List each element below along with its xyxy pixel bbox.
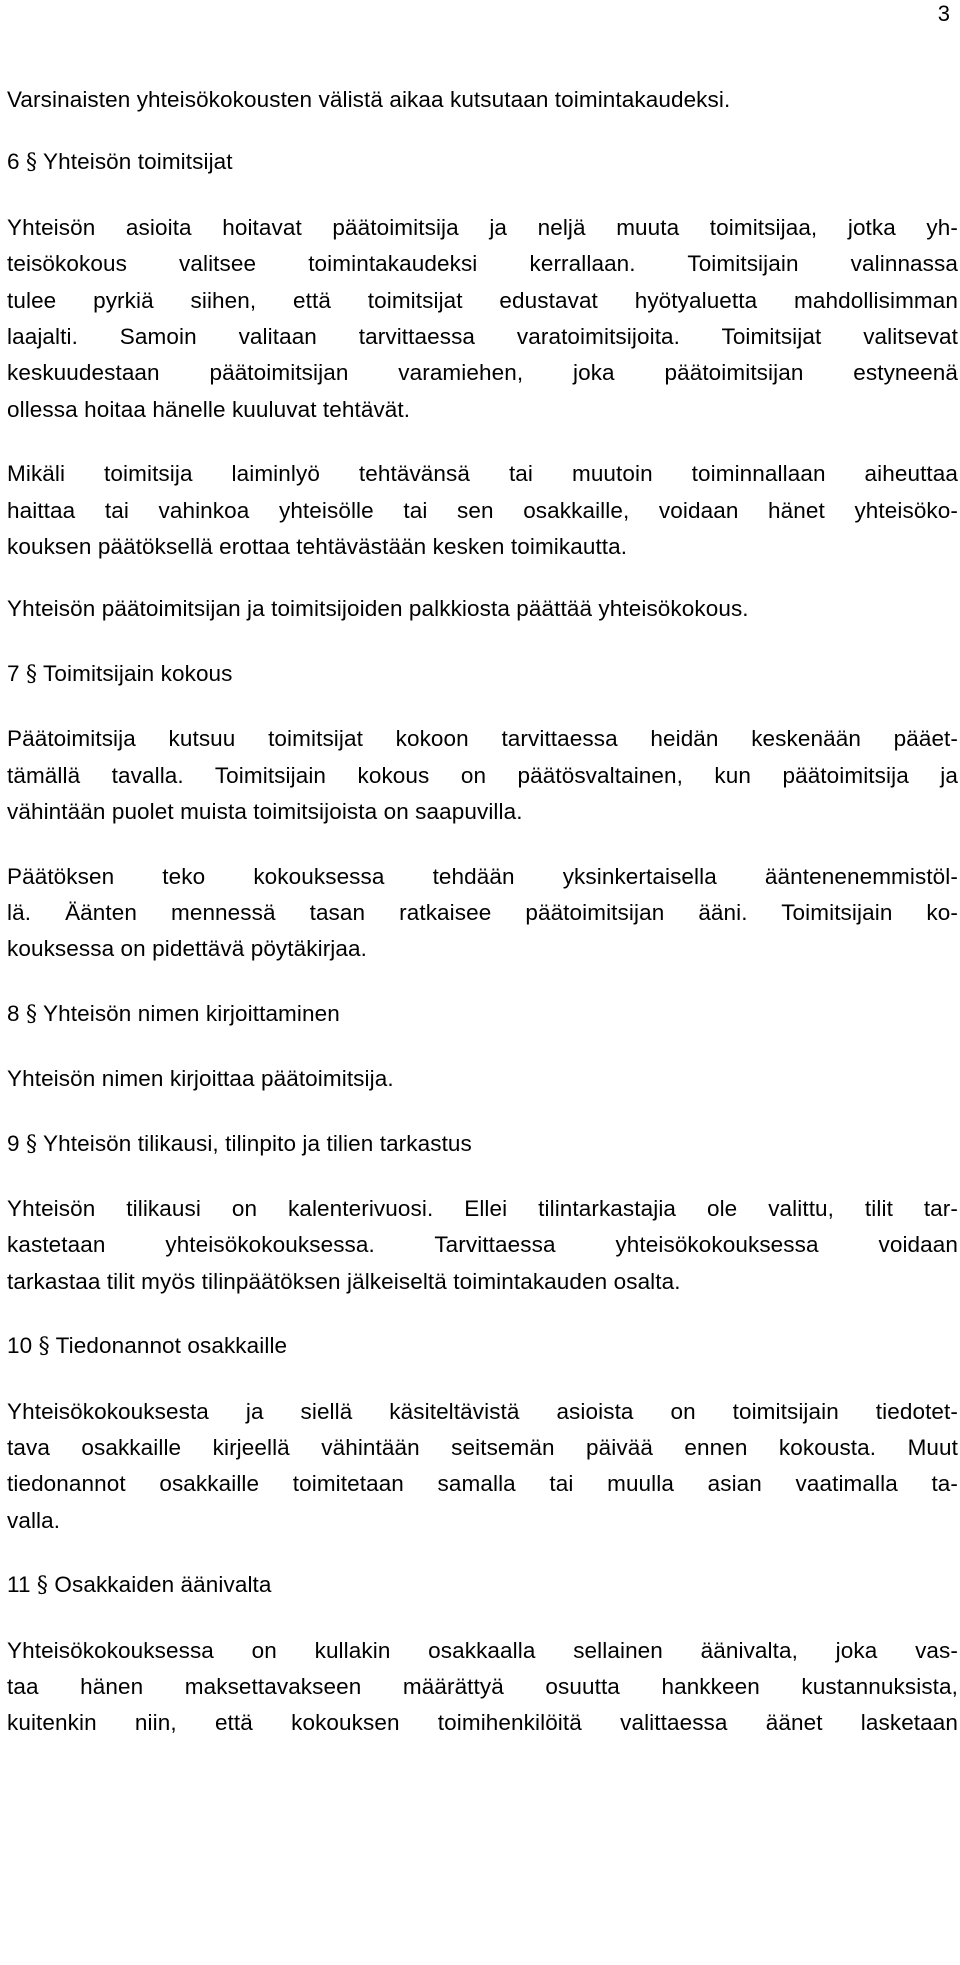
section-heading (7, 1567, 958, 1604)
text-line: kastetaan yhteisökokouksessa. Tarvittaessa yhteisökokouksessa voidaan (7, 1232, 958, 1258)
section-title: Yhteisön toimitsijat (43, 149, 233, 175)
section-sign-icon: § (36, 1573, 49, 1599)
section-heading (7, 144, 958, 181)
text-line: teisökokous valitsee toimintakaudeksi kerrallaan. Toimitsijain valinnassa (7, 251, 958, 277)
text-line: Yhteisökokouksessa on kullakin osakkaalla sellainen äänivalta, joka vas- (7, 1637, 958, 1663)
section-sign-icon: § (38, 1334, 50, 1360)
text-line: vähintään puolet muista toimitsijoista on saapuvilla. (7, 799, 523, 825)
text-line: Päätöksen teko kokouksessa tehdään yksinkertaisella ääntenenemmistöl- (7, 863, 958, 889)
section-number: 11 (7, 1572, 31, 1598)
text-line: tämällä tavalla. Toimitsijain kokous on päätösvaltainen, kun päätoimitsija ja (7, 762, 958, 788)
section-heading (7, 996, 958, 1033)
text-line: laajalti. Samoin valitaan tarvittaessa varatoimitsijoita. Toimitsijat valitsevat (7, 324, 958, 350)
section-number: 7 (7, 660, 20, 686)
paragraph (7, 82, 958, 118)
text-line: Yhteisön nimen kirjoittaa päätoimitsija. (7, 1066, 394, 1092)
section-number: 8 (7, 1000, 20, 1026)
text-line: Päätoimitsija kutsuu toimitsijat kokoon tarvittaessa heidän keskenään pääet- (7, 726, 958, 752)
paragraph (7, 1394, 958, 1540)
text-line: Mikäli toimitsija laiminlyö tehtävänsä tai muutoin toiminnallaan aiheuttaa (7, 461, 958, 487)
section-sign-icon: § (25, 661, 38, 687)
text-line: kouksen päätöksellä erottaa tehtävästään kesken toimikautta. (7, 534, 628, 560)
text-line: haittaa tai vahinkoa yhteisölle tai sen osakkaille, voidaan hänet yhteisöko- (7, 497, 958, 523)
paragraph (7, 1633, 958, 1742)
section-sign-icon: § (25, 150, 38, 176)
text-line: kouksessa on pidettävä pöytäkirjaa. (7, 936, 367, 962)
text-line: ollessa hoitaa hänelle kuuluvat tehtävät. (7, 396, 411, 422)
text-line: Yhteisön asioita hoitavat päätoimitsija ja neljä muuta toimitsijaa, jotka yh- (7, 214, 958, 240)
text-line: Yhteisökokouksesta ja siellä käsiteltävistä asioista on toimitsijain tiedotet- (7, 1398, 958, 1424)
document-body (7, 82, 958, 1742)
section-title: Tiedonannot osakkaille (55, 1333, 288, 1359)
paragraph (7, 456, 958, 565)
section-number: 6 (7, 149, 20, 175)
text-line: tarkastaa tilit myös tilinpäätöksen jälkeiseltä toimintakauden osalta. (7, 1268, 681, 1294)
paragraph (7, 591, 958, 627)
text-line: Yhteisön tilikausi on kalenterivuosi. Ellei tilintarkastajia ole valittu, tilit tar- (7, 1195, 958, 1221)
text-line: kuitenkin niin, että kokouksen toimihenkilöitä valittaessa äänet lasketaan (7, 1710, 958, 1736)
paragraph (7, 1061, 958, 1097)
section-number: 9 (7, 1130, 20, 1156)
section-title: Toimitsijain kokous (43, 660, 233, 686)
text-line: taa hänen maksettavakseen määrättyä osuutta hankkeen kustannuksista, (7, 1674, 958, 1699)
paragraph (7, 721, 958, 830)
section-sign-icon: § (25, 1001, 38, 1027)
section-heading (7, 1328, 958, 1365)
text-line: valla. (7, 1507, 61, 1533)
section-title: Yhteisön nimen kirjoittaminen (43, 1000, 340, 1026)
paragraph (7, 210, 958, 428)
section-number: 10 (7, 1333, 33, 1359)
page-number: 3 (937, 1, 950, 26)
paragraph (7, 859, 958, 968)
section-heading (7, 656, 958, 693)
section-sign-icon: § (25, 1131, 38, 1157)
section-title: Yhteisön tilikausi, tilinpito ja tilien tarkastus (43, 1130, 472, 1156)
text-line: Yhteisön päätoimitsijan ja toimitsijoiden palkkiosta päättää yhteisökokous. (7, 596, 749, 622)
text-line: tiedonannot osakkaille toimitetaan samalla tai muulla asian vaatimalla ta- (7, 1471, 958, 1497)
text-line: tulee pyrkiä siihen, että toimitsijat edustavat hyötyaluetta mahdollisimman (7, 287, 958, 313)
text-line: keskuudestaan päätoimitsijan varamiehen, joka päätoimitsijan estyneenä (7, 360, 958, 386)
section-heading (7, 1126, 958, 1163)
section-title: Osakkaiden äänivalta (54, 1572, 272, 1598)
text-line: lä. Äänten mennessä tasan ratkaisee päätoimitsijan ääni. Toimitsijain ko- (7, 899, 958, 925)
paragraph (7, 1191, 958, 1300)
text-line: tava osakkaille kirjeellä vähintään seitsemän päivää ennen kokousta. Muut (7, 1434, 958, 1460)
text-line: Varsinaisten yhteisökokousten välistä aikaa kutsutaan toimintakaudeksi. (7, 87, 731, 112)
